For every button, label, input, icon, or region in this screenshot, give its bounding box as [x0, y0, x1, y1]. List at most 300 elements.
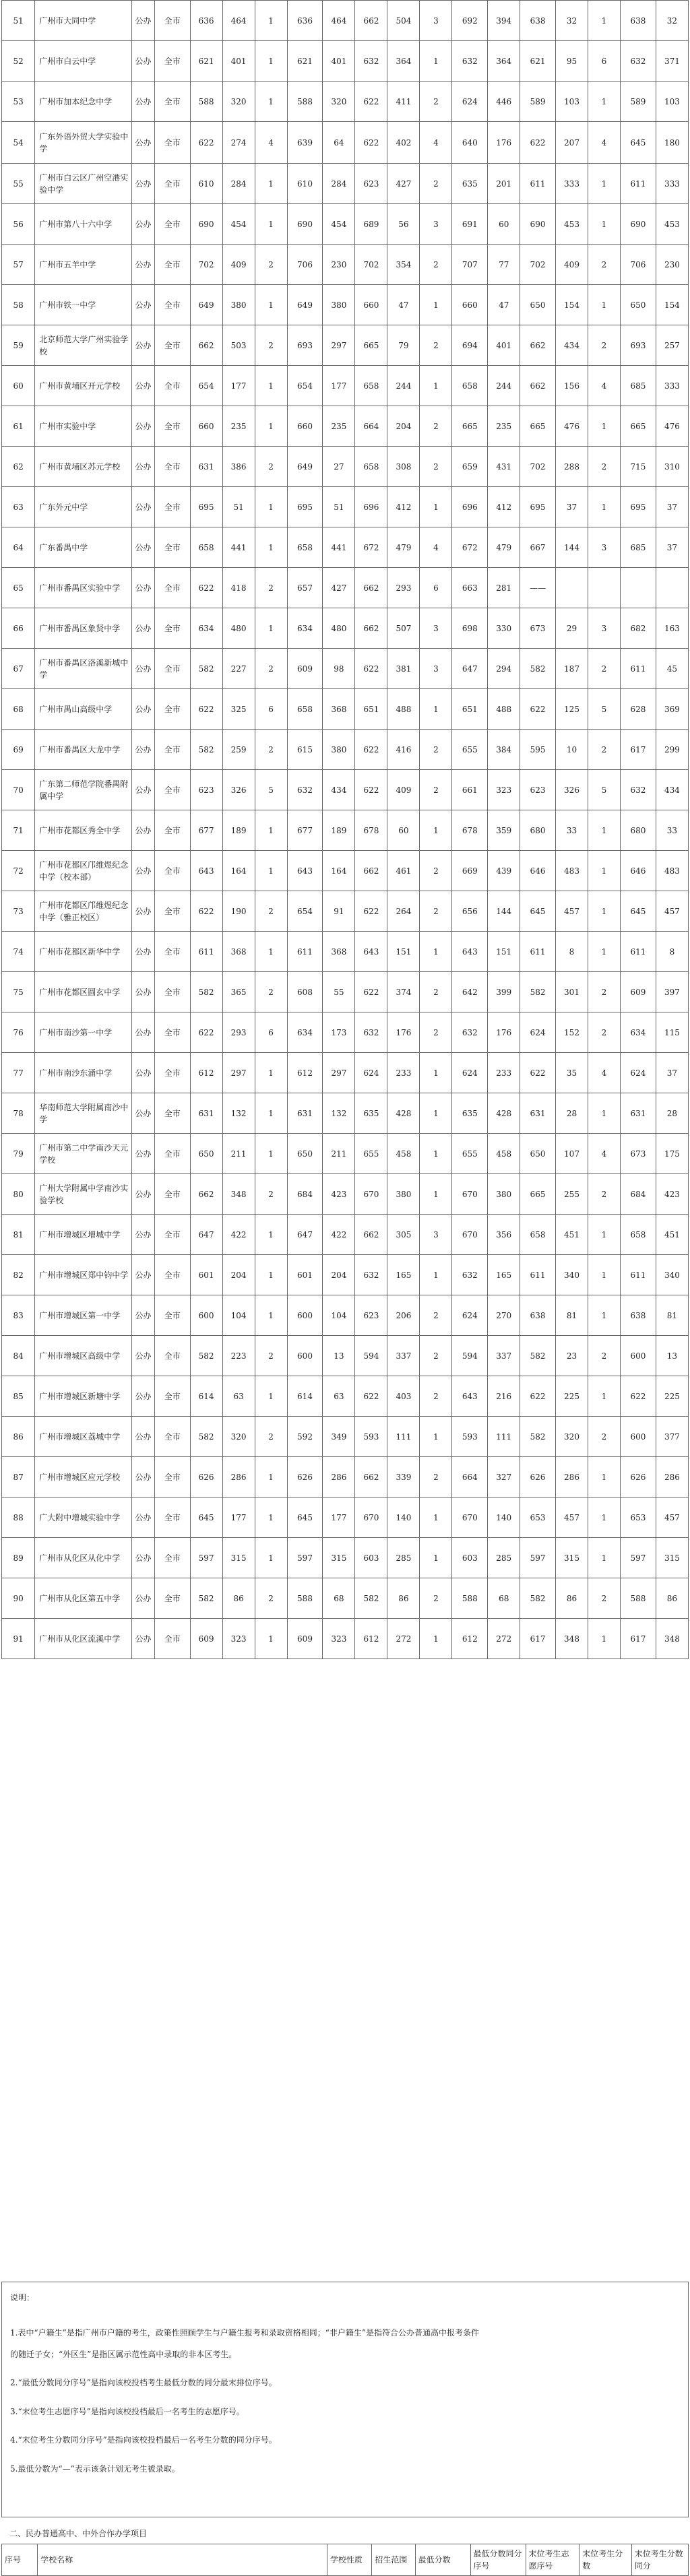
value-cell: 665 [621, 406, 656, 447]
school-nature: 公办 [132, 122, 155, 164]
value-cell: 646 [621, 851, 656, 891]
value-cell: 1 [420, 932, 452, 972]
value-cell: 632 [621, 770, 656, 810]
value-cell: 654 [287, 891, 323, 932]
value-cell: 645 [621, 891, 656, 932]
value-cell: 233 [387, 1053, 420, 1093]
value-cell: 285 [387, 1538, 420, 1578]
value-cell: 672 [452, 527, 488, 568]
value-cell: 632 [355, 1255, 387, 1295]
value-cell: 230 [323, 245, 355, 285]
value-cell: 680 [621, 810, 656, 851]
enroll-scope: 全市 [154, 366, 190, 406]
value-cell: 626 [287, 1457, 323, 1498]
table-row [2, 1012, 689, 1053]
value-cell: 624 [452, 82, 488, 122]
value-cell: 2 [588, 649, 621, 689]
enroll-scope: 全市 [154, 1457, 190, 1498]
value-cell: 1 [255, 487, 287, 527]
value-cell: 337 [488, 1336, 520, 1376]
value-cell: 177 [222, 1498, 255, 1538]
value-cell: 662 [355, 608, 387, 649]
value-cell: 326 [556, 770, 588, 810]
value-cell: 1 [255, 1093, 287, 1134]
value-cell: 5 [588, 689, 621, 730]
value-cell: 582 [190, 1417, 222, 1457]
value-cell: 601 [287, 1255, 323, 1295]
enroll-scope: 全市 [154, 1538, 190, 1578]
value-cell: 622 [520, 1376, 556, 1417]
row-number: 57 [2, 245, 35, 285]
value-cell: 650 [621, 285, 656, 325]
value-cell: 104 [323, 1295, 355, 1336]
value-cell: 441 [323, 527, 355, 568]
school-name: 广州市花都区圆玄中学 [35, 972, 132, 1012]
value-cell: 611 [621, 649, 656, 689]
value-cell: 1 [588, 1619, 621, 1659]
value-cell: 617 [621, 1619, 656, 1659]
note-1-cont: 的随迁子女；“外区生”是指区属示范性高中录取的非本区考生。 [10, 2350, 237, 2359]
value-cell: 103 [556, 82, 588, 122]
value-cell: 600 [621, 1336, 656, 1376]
value-cell: 1 [255, 1457, 287, 1498]
value-cell: 13 [323, 1336, 355, 1376]
school-nature: 公办 [132, 325, 155, 366]
school-nature: 公办 [132, 1174, 155, 1215]
school-nature: 公办 [132, 810, 155, 851]
value-cell: 695 [621, 487, 656, 527]
value-cell: 264 [387, 891, 420, 932]
value-cell: 1 [588, 204, 621, 245]
value-cell: 2 [420, 1336, 452, 1376]
value-cell: 654 [190, 366, 222, 406]
header-min-score-rank: 最低分数同分序号 [470, 2544, 526, 2576]
school-name: 广州市增城区郑中钧中学 [35, 1255, 132, 1295]
value-cell: 397 [656, 972, 688, 1012]
value-cell: 1 [588, 1538, 621, 1578]
table-row [2, 1053, 689, 1093]
value-cell: 315 [656, 1538, 688, 1578]
value-cell: 632 [621, 41, 656, 82]
value-cell: 4 [420, 122, 452, 164]
value-cell: 614 [287, 1376, 323, 1417]
value-cell: 454 [323, 204, 355, 245]
value-cell: 621 [287, 41, 323, 82]
value-cell: 244 [387, 366, 420, 406]
value-cell: 634 [621, 1012, 656, 1053]
value-cell: 1 [588, 851, 621, 891]
value-cell: 1 [420, 689, 452, 730]
value-cell: 399 [488, 972, 520, 1012]
value-cell: 622 [621, 1376, 656, 1417]
value-cell: 670 [355, 1174, 387, 1215]
value-cell: 632 [452, 41, 488, 82]
enroll-scope: 全市 [154, 1255, 190, 1295]
value-cell: 631 [621, 1093, 656, 1134]
row-number: 51 [2, 1, 35, 41]
value-cell: 504 [387, 1, 420, 41]
table-row [2, 1578, 689, 1619]
value-cell: 2 [420, 245, 452, 285]
value-cell: 156 [556, 366, 588, 406]
value-cell: 624 [452, 1295, 488, 1336]
value-cell: 685 [621, 366, 656, 406]
row-number: 55 [2, 164, 35, 204]
enroll-scope: 全市 [154, 1093, 190, 1134]
value-cell: 401 [488, 325, 520, 366]
school-name: 广州市增城区新塘中学 [35, 1376, 132, 1417]
value-cell: 434 [656, 770, 688, 810]
school-nature: 公办 [132, 285, 155, 325]
value-cell: 27 [323, 447, 355, 487]
value-cell: 628 [621, 689, 656, 730]
value-cell: 2 [255, 447, 287, 487]
value-cell: 1 [255, 1215, 287, 1255]
table-row [2, 608, 689, 649]
row-number: 89 [2, 1538, 35, 1578]
value-cell: 77 [488, 245, 520, 285]
value-cell: 706 [621, 245, 656, 285]
row-number: 52 [2, 41, 35, 82]
value-cell: 670 [452, 1174, 488, 1215]
value-cell: 2 [420, 1578, 452, 1619]
value-cell: 4 [255, 122, 287, 164]
value-cell: 1 [255, 1376, 287, 1417]
value-cell: 154 [656, 285, 688, 325]
value-cell: 638 [621, 1, 656, 41]
table-row [2, 487, 689, 527]
enroll-scope: 全市 [154, 608, 190, 649]
value-cell: 204 [387, 406, 420, 447]
value-cell: 207 [556, 122, 588, 164]
school-nature: 公办 [132, 689, 155, 730]
value-cell: 3 [420, 1, 452, 41]
value-cell: 646 [520, 851, 556, 891]
value-cell: 1 [255, 1498, 287, 1538]
value-cell: 29 [556, 608, 588, 649]
value-cell: 457 [656, 1498, 688, 1538]
value-cell: 696 [452, 487, 488, 527]
table-row [2, 527, 689, 568]
value-cell: 650 [190, 1134, 222, 1174]
value-cell: 320 [222, 82, 255, 122]
value-cell: 609 [190, 1619, 222, 1659]
value-cell: 592 [287, 1417, 323, 1457]
enroll-scope: 全市 [154, 1336, 190, 1376]
value-cell: 660 [287, 406, 323, 447]
value-cell: 51 [222, 487, 255, 527]
school-nature: 公办 [132, 1134, 155, 1174]
value-cell: 636 [287, 1, 323, 41]
value-cell: 1 [588, 891, 621, 932]
value-cell: 476 [556, 406, 588, 447]
value-cell: 647 [190, 1215, 222, 1255]
value-cell: 609 [287, 649, 323, 689]
table-row [2, 285, 689, 325]
value-cell: 702 [520, 447, 556, 487]
row-number: 83 [2, 1295, 35, 1336]
value-cell: 369 [656, 689, 688, 730]
enroll-scope: 全市 [154, 1578, 190, 1619]
value-cell: 6 [588, 41, 621, 82]
value-cell: 588 [287, 1578, 323, 1619]
value-cell: 479 [387, 527, 420, 568]
value-cell: 380 [387, 1174, 420, 1215]
value-cell: 427 [387, 164, 420, 204]
value-cell: 655 [452, 730, 488, 770]
value-cell: 600 [287, 1336, 323, 1376]
value-cell: 1 [420, 1619, 452, 1659]
header-last-score-rank: 末位考生分数同分 [631, 2544, 688, 2576]
value-cell: —— [520, 568, 556, 608]
table-row [2, 810, 689, 851]
value-cell: 86 [222, 1578, 255, 1619]
value-cell: 1 [588, 285, 621, 325]
value-cell: 690 [287, 204, 323, 245]
value-cell: 658 [287, 689, 323, 730]
enroll-scope: 全市 [154, 1, 190, 41]
value-cell: 588 [287, 82, 323, 122]
table-row [2, 1174, 689, 1215]
value-cell: 656 [452, 891, 488, 932]
value-cell: 2 [255, 325, 287, 366]
value-cell: 63 [323, 1376, 355, 1417]
value-cell: 582 [190, 649, 222, 689]
school-nature: 公办 [132, 406, 155, 447]
value-cell: 154 [556, 285, 588, 325]
value-cell: 297 [222, 1053, 255, 1093]
value-cell: 464 [222, 1, 255, 41]
school-name: 广州市第二中学南沙天元学校 [35, 1134, 132, 1174]
value-cell: 33 [556, 810, 588, 851]
value-cell: 693 [287, 325, 323, 366]
value-cell: 320 [556, 1417, 588, 1457]
value-cell: 233 [488, 1053, 520, 1093]
value-cell: 325 [222, 689, 255, 730]
value-cell: 163 [656, 608, 688, 649]
row-number: 59 [2, 325, 35, 366]
value-cell: 600 [621, 1417, 656, 1457]
value-cell: 1 [255, 810, 287, 851]
value-cell: 453 [556, 204, 588, 245]
value-cell: 225 [656, 1376, 688, 1417]
value-cell: 47 [488, 285, 520, 325]
enroll-scope: 全市 [154, 932, 190, 972]
value-cell: 423 [656, 1174, 688, 1215]
value-cell: 503 [222, 325, 255, 366]
school-nature: 公办 [132, 1619, 155, 1659]
value-cell: 612 [190, 1053, 222, 1093]
value-cell: 658 [621, 1215, 656, 1255]
school-name: 广州市加本纪念中学 [35, 82, 132, 122]
value-cell: 51 [323, 487, 355, 527]
value-cell: 380 [222, 285, 255, 325]
value-cell: 368 [323, 932, 355, 972]
enroll-scope: 全市 [154, 1417, 190, 1457]
value-cell: 37 [656, 1053, 688, 1093]
value-cell: 654 [287, 366, 323, 406]
value-cell: 308 [387, 447, 420, 487]
value-cell: 103 [656, 82, 688, 122]
value-cell: 623 [355, 164, 387, 204]
enroll-scope: 全市 [154, 1295, 190, 1336]
school-nature: 公办 [132, 1578, 155, 1619]
value-cell: 582 [520, 1417, 556, 1457]
value-cell: 187 [556, 649, 588, 689]
school-name: 广东外元中学 [35, 487, 132, 527]
value-cell: 33 [656, 810, 688, 851]
value-cell: 364 [387, 41, 420, 82]
value-cell: 1 [420, 1255, 452, 1295]
value-cell: 622 [355, 972, 387, 1012]
header-last-choice: 末位考生志愿序号 [526, 2544, 579, 2576]
enroll-scope: 全市 [154, 1174, 190, 1215]
value-cell: 107 [556, 1134, 588, 1174]
value-cell: 285 [488, 1538, 520, 1578]
value-cell: 323 [222, 1619, 255, 1659]
value-cell: 639 [287, 122, 323, 164]
value-cell: 288 [556, 447, 588, 487]
value-cell: 356 [488, 1215, 520, 1255]
value-cell: 609 [621, 972, 656, 1012]
school-nature: 公办 [132, 891, 155, 932]
value-cell: 2 [255, 730, 287, 770]
enroll-scope: 全市 [154, 730, 190, 770]
enroll-scope: 全市 [154, 82, 190, 122]
value-cell: 1 [588, 1215, 621, 1255]
school-name: 广州市番禺区实验中学 [35, 568, 132, 608]
value-cell: 173 [323, 1012, 355, 1053]
value-cell: 2 [420, 1376, 452, 1417]
value-cell: 1 [588, 82, 621, 122]
value-cell: 422 [323, 1215, 355, 1255]
value-cell: 177 [323, 1498, 355, 1538]
row-number: 77 [2, 1053, 35, 1093]
school-name: 广州市增城区高级中学 [35, 1336, 132, 1376]
school-nature: 公办 [132, 932, 155, 972]
school-name: 广州市增城区荔城中学 [35, 1417, 132, 1457]
school-nature: 公办 [132, 204, 155, 245]
value-cell: 665 [520, 1174, 556, 1215]
table-row [2, 122, 689, 164]
value-cell: 595 [520, 730, 556, 770]
value-cell: 403 [387, 1376, 420, 1417]
school-nature: 公办 [132, 82, 155, 122]
value-cell: 60 [488, 204, 520, 245]
value-cell: 1 [255, 1053, 287, 1093]
value-cell: 589 [520, 82, 556, 122]
value-cell: 689 [355, 204, 387, 245]
value-cell: 64 [323, 122, 355, 164]
table-row [2, 1215, 689, 1255]
value-cell: 1 [420, 1053, 452, 1093]
value-cell: 632 [452, 1255, 488, 1295]
value-cell: 582 [190, 730, 222, 770]
value-cell: 330 [488, 608, 520, 649]
enroll-scope: 全市 [154, 1215, 190, 1255]
table-row [2, 204, 689, 245]
row-number: 91 [2, 1619, 35, 1659]
table-row [2, 406, 689, 447]
value-cell: 479 [488, 527, 520, 568]
value-cell: 412 [488, 487, 520, 527]
value-cell: 2 [588, 245, 621, 285]
row-number: 61 [2, 406, 35, 447]
school-name: 广州市从化区第五中学 [35, 1578, 132, 1619]
enroll-scope: 全市 [154, 406, 190, 447]
header-scope: 招生范围 [372, 2544, 415, 2576]
row-number: 86 [2, 1417, 35, 1457]
value-cell: 1 [588, 487, 621, 527]
value-cell: 457 [556, 891, 588, 932]
enroll-scope: 全市 [154, 972, 190, 1012]
value-cell: 98 [323, 649, 355, 689]
value-cell: 165 [488, 1255, 520, 1295]
note-1: 1.表中“户籍生”是指广州市户籍的考生，政策性照顾学生与户籍生报考和录取资格相同；“非户籍生”是指符合公办普通高中报考条件 [10, 2328, 479, 2338]
value-cell: 176 [488, 122, 520, 164]
value-cell: 2 [420, 164, 452, 204]
value-cell: 354 [387, 245, 420, 285]
row-number: 80 [2, 1174, 35, 1215]
row-number: 64 [2, 527, 35, 568]
school-name: 广东第二师范学院番禺附属中学 [35, 770, 132, 810]
value-cell: 715 [621, 447, 656, 487]
value-cell: 582 [520, 1578, 556, 1619]
value-cell: 611 [190, 932, 222, 972]
header-last-score: 末位考生分数 [579, 2544, 632, 2576]
value-cell: 695 [287, 487, 323, 527]
value-cell: 86 [656, 1578, 688, 1619]
value-cell: 115 [656, 1012, 688, 1053]
value-cell: 320 [323, 82, 355, 122]
table-row [2, 245, 689, 285]
value-cell: 611 [287, 932, 323, 972]
value-cell: 1 [420, 1134, 452, 1174]
value-cell: 2 [588, 1012, 621, 1053]
enroll-scope: 全市 [154, 851, 190, 891]
value-cell: 658 [452, 366, 488, 406]
value-cell: 416 [387, 730, 420, 770]
table-row [2, 1295, 689, 1336]
value-cell [621, 568, 656, 608]
value-cell: 165 [387, 1255, 420, 1295]
value-cell: 669 [452, 851, 488, 891]
value-cell: 662 [355, 1, 387, 41]
value-cell: 664 [452, 1457, 488, 1498]
value-cell: 315 [556, 1538, 588, 1578]
value-cell: 589 [621, 82, 656, 122]
value-cell: 458 [387, 1134, 420, 1174]
value-cell: 464 [323, 1, 355, 41]
row-number: 74 [2, 932, 35, 972]
school-name: 广州市从化区流溪中学 [35, 1619, 132, 1659]
value-cell: 377 [656, 1417, 688, 1457]
enroll-scope: 全市 [154, 285, 190, 325]
value-cell: 1 [420, 1417, 452, 1457]
value-cell: 588 [621, 1578, 656, 1619]
value-cell: 37 [556, 487, 588, 527]
value-cell: 4 [588, 1134, 621, 1174]
value-cell: 597 [621, 1538, 656, 1578]
value-cell: 434 [556, 325, 588, 366]
value-cell: 634 [190, 608, 222, 649]
value-cell: 111 [488, 1417, 520, 1457]
value-cell: 144 [556, 527, 588, 568]
value-cell: 1 [255, 932, 287, 972]
table-row [2, 932, 689, 972]
value-cell: 588 [190, 82, 222, 122]
value-cell: 1 [255, 1295, 287, 1336]
